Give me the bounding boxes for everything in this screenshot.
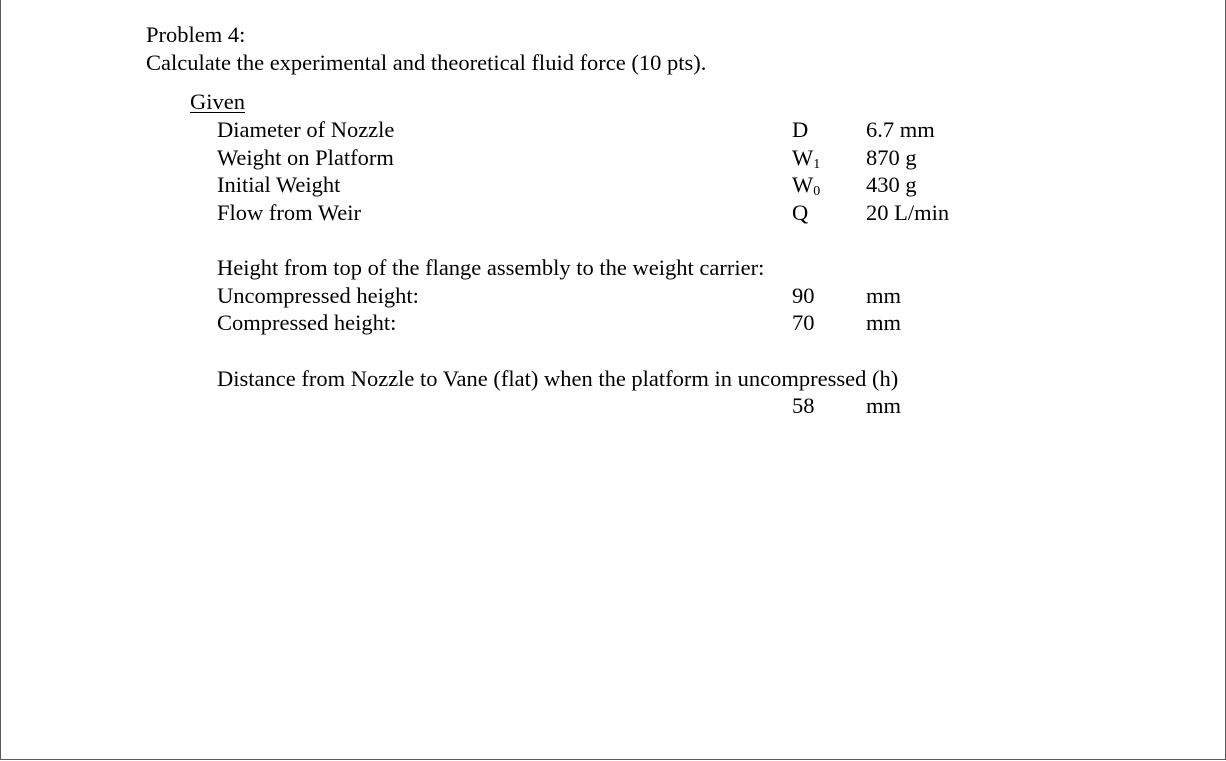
given-symbol-initial-weight: $W_0$: [792, 172, 821, 199]
given-heading: Given: [190, 89, 245, 114]
given-symbol-flow: Q: [792, 200, 809, 225]
distance-value: 58: [792, 393, 815, 418]
given-symbol-weight-platform: $W_1$: [792, 145, 821, 172]
problem-statement: Calculate the experimental and theoretical fluid force (10 pts).: [146, 50, 707, 75]
distance-unit: mm: [866, 393, 902, 418]
height-value-compressed: 70: [792, 310, 815, 335]
height-label-uncompressed: Uncompressed height:: [217, 283, 419, 308]
problem-number: Problem 4:: [146, 22, 246, 47]
height-label-compressed: Compressed height:: [217, 310, 397, 335]
height-unit-uncompressed: mm: [866, 283, 902, 308]
given-label-flow: Flow from Weir: [217, 200, 362, 225]
distance-heading: Distance from Nozzle to Vane (flat) when the platform in uncompressed (h): [217, 366, 899, 391]
given-value-weight-platform: 870 g: [866, 145, 917, 170]
given-label-initial-weight: Initial Weight: [217, 172, 341, 197]
given-value-flow: 20 L/min: [866, 200, 950, 225]
height-unit-compressed: mm: [866, 310, 902, 335]
given-value-initial-weight: 430 g: [866, 172, 917, 197]
height-value-uncompressed: 90: [792, 283, 815, 308]
given-symbol-diameter: D: [792, 117, 809, 142]
given-label-diameter: Diameter of Nozzle: [217, 117, 395, 142]
given-value-diameter: 6.7 mm: [866, 117, 935, 142]
height-heading: Height from top of the flange assembly to the weight carrier:: [217, 255, 765, 280]
given-label-weight-platform: Weight on Platform: [217, 145, 394, 170]
